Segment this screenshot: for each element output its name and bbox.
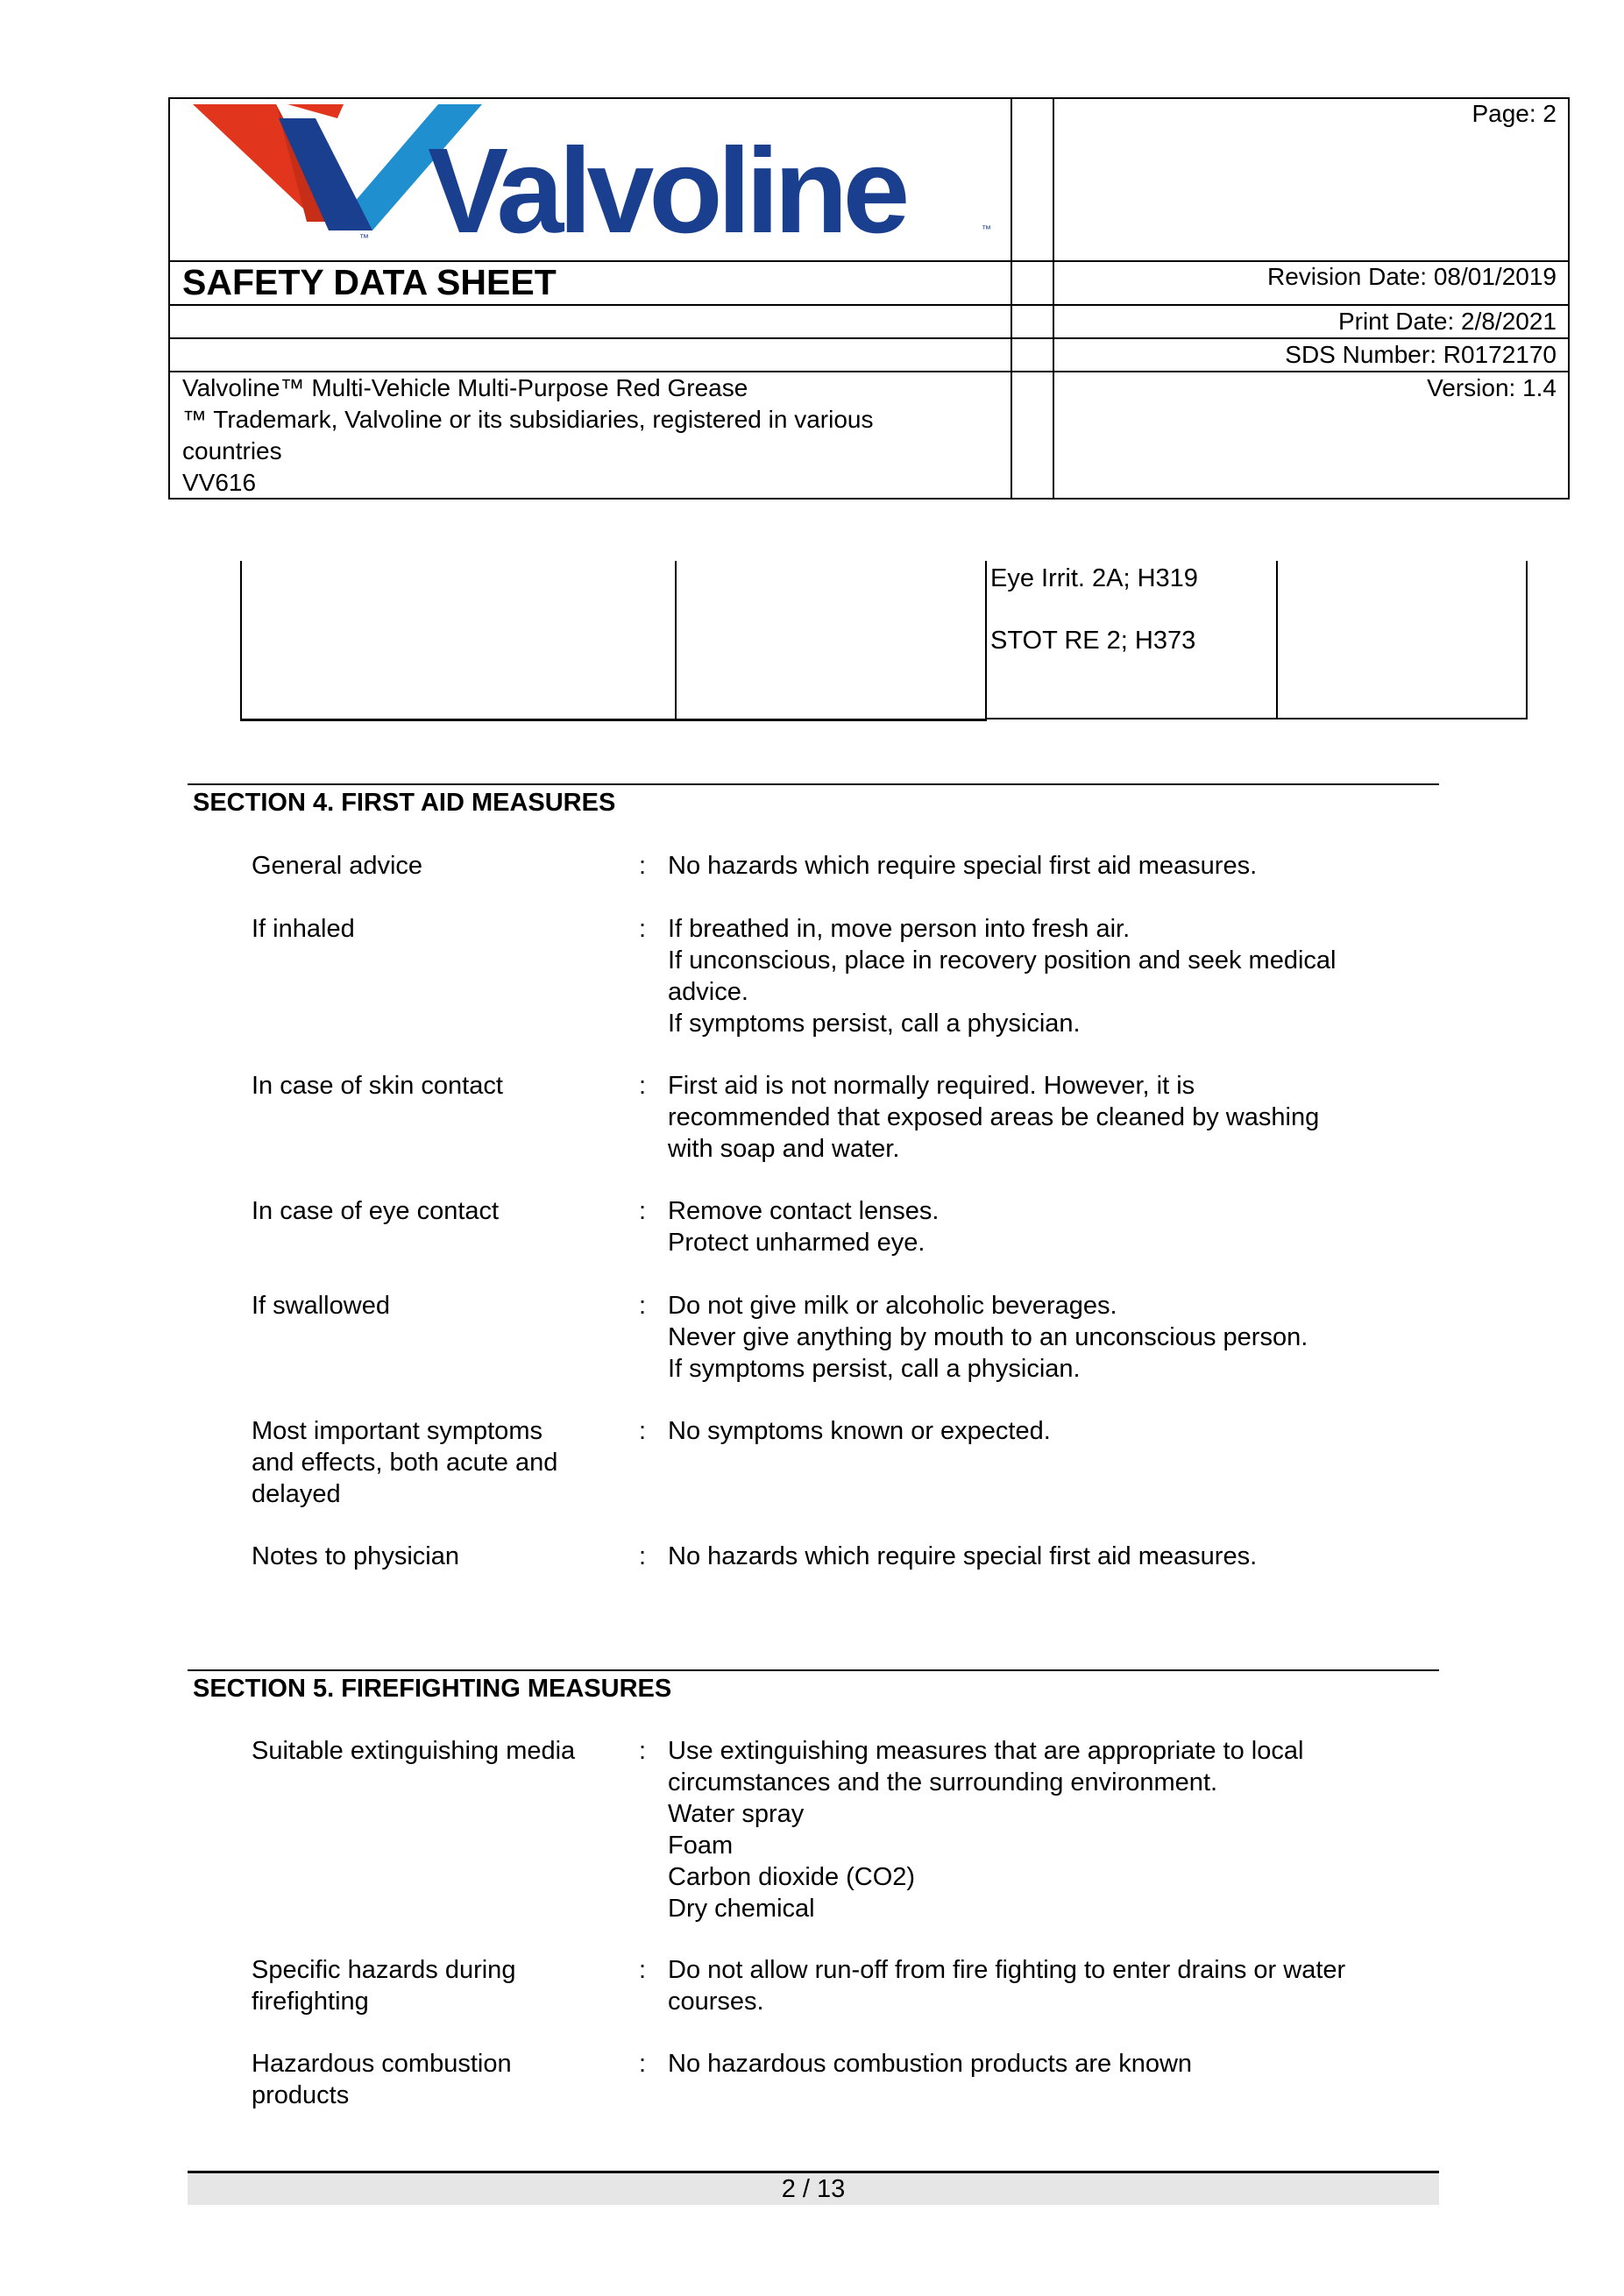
label-if-inhaled: If inhaled bbox=[252, 915, 355, 943]
valvoline-logo bbox=[184, 101, 1008, 254]
trademark-note-cont: countries bbox=[182, 437, 282, 464]
sds-number: SDS Number: R0172170 bbox=[1285, 341, 1557, 368]
value-notes-physician: No hazards which require special first aid measures. bbox=[668, 1542, 1258, 1570]
page-counter: 2 / 13 bbox=[781, 2175, 846, 2203]
label-eye-contact: In case of eye contact bbox=[252, 1197, 500, 1225]
label-notes-physician: Notes to physician bbox=[252, 1542, 459, 1570]
value-if-inhaled: If breathed in, move person into fresh air. If unconscious, place in recovery position and seek medical advice. If symptoms persist, call a physician. bbox=[668, 915, 1337, 1038]
section5-title: SECTION 5. FIREFIGHTING MEASURES bbox=[193, 1675, 672, 1703]
valvoline-v-mark-icon bbox=[184, 101, 1008, 254]
value-combustion-products: No hazardous combustion products are known bbox=[668, 2050, 1193, 2078]
svg-text:™: ™ bbox=[982, 224, 991, 235]
label-combustion-products: Hazardous combustion products bbox=[252, 2050, 512, 2109]
value-specific-hazards: Do not allow run-off from fire fighting to enter drains or water courses. bbox=[668, 1956, 1346, 2016]
svg-text:™: ™ bbox=[359, 233, 369, 244]
value-skin-contact: First aid is not normally required. However, it is recommended that exposed areas be cleaned by washing with soap and water. bbox=[668, 1072, 1320, 1163]
value-symptoms: No symptoms known or expected. bbox=[668, 1417, 1051, 1445]
product-name: Valvoline™ Multi-Vehicle Multi-Purpose Red Grease bbox=[182, 374, 748, 401]
section5-rule bbox=[188, 1669, 1439, 1671]
label-skin-contact: In case of skin contact bbox=[252, 1072, 503, 1100]
hazard-classification-1: Eye Irrit. 2A; H319 bbox=[990, 564, 1198, 592]
value-extinguishing-media: Use extinguishing measures that are appropriate to local circumstances and the surrounding environment. Water spray Foam Carbon dioxide (CO2) Dry chemical bbox=[668, 1737, 1304, 1923]
label-general-advice: General advice bbox=[252, 852, 423, 880]
doc-title: SAFETY DATA SHEET bbox=[182, 262, 557, 302]
revision-date: Revision Date: 08/01/2019 bbox=[1267, 263, 1557, 290]
value-eye-contact: Remove contact lenses. Protect unharmed eye. bbox=[668, 1197, 940, 1257]
section4-title: SECTION 4. FIRST AID MEASURES bbox=[193, 789, 616, 817]
section4-rule bbox=[188, 783, 1439, 785]
product-info bbox=[182, 372, 873, 499]
svg-text:Valvoline: Valvoline bbox=[428, 124, 905, 254]
label-if-swallowed: If swallowed bbox=[252, 1292, 390, 1320]
version: Version: 1.4 bbox=[1427, 374, 1557, 401]
label-symptoms: Most important symptoms and effects, both acute and delayed bbox=[252, 1417, 558, 1508]
trademark-note: ™ Trademark, Valvoline or its subsidiaries, registered in various bbox=[182, 406, 874, 433]
hazard-classification-2: STOT RE 2; H373 bbox=[990, 627, 1196, 655]
print-date: Print Date: 2/8/2021 bbox=[1337, 308, 1557, 335]
label-extinguishing-media: Suitable extinguishing media bbox=[252, 1737, 576, 1765]
value-if-swallowed: Do not give milk or alcoholic beverages. Never give anything by mouth to an unconscious person. If symptoms persist, call a physician. bbox=[668, 1292, 1308, 1383]
label-specific-hazards: Specific hazards during firefighting bbox=[252, 1956, 516, 2016]
value-general-advice: No hazards which require special first aid measures. bbox=[668, 852, 1258, 880]
page-label: Page: 2 bbox=[1472, 100, 1557, 127]
product-code: VV616 bbox=[182, 469, 257, 496]
